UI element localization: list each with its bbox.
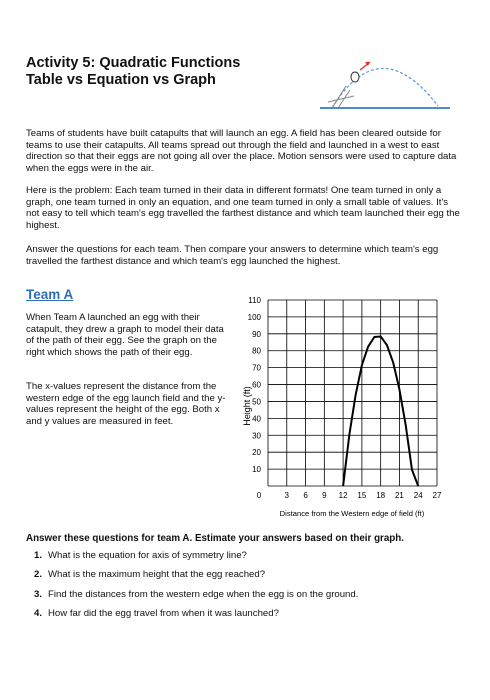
question-number: 3. [33, 588, 42, 600]
y-tick-label: 50 [252, 397, 261, 407]
question-2 [26, 569, 358, 588]
question-number: 1. [33, 550, 42, 561]
team-a-graph [232, 290, 462, 522]
x-tick-label: 12 [338, 491, 348, 500]
x-tick-label: 6 [303, 491, 308, 500]
question-text: What is the equation for axis of symmetry line? [48, 550, 247, 561]
x-axis-label: Distance from the Western edge of field (ft) [279, 509, 425, 518]
question-text: What is the maximum height that the egg reached? [48, 569, 266, 581]
question-text: How far did the egg travel from when it was launched? [48, 607, 279, 619]
question-number: 2. [33, 569, 42, 581]
intro-paragraph-3: Answer the questions for each team. Then compare your answers to determine which team's egg travelled the farthest distance and which team's egg launched the highest. [26, 244, 439, 267]
y-tick-label: 100 [247, 312, 261, 322]
x-tick-label: 18 [376, 491, 386, 500]
x-tick-label: 27 [432, 491, 442, 500]
y-tick-label: 40 [252, 414, 261, 424]
y-tick-label: 10 [252, 465, 261, 475]
team-a-heading: Team A [26, 287, 74, 302]
intro-paragraph-2: Here is the problem: Each team turned in their data in different formats! One team turned in only a graph, one team turned in only an equation, and one team turned in only a small table of values. It's not easy to tell which team's egg travelled the farthest distance and which team launched their egg the highest. [26, 185, 460, 231]
question-4 [26, 608, 358, 627]
x-tick-label: 24 [413, 491, 423, 500]
x-tick-label: 15 [357, 491, 367, 500]
x-tick-label: 3 [284, 491, 290, 500]
x-tick-label: 0 [256, 491, 262, 500]
question-number: 4. [33, 607, 42, 619]
y-tick-label: 30 [252, 431, 261, 441]
questions-heading: Answer these questions for team A. Estimate your answers based on their graph. [26, 533, 405, 544]
team-a-description: When Team A launched an egg with their catapult, they drew a graph to model their data of the path of their egg. See the graph on the right which shows the path of their egg. [26, 312, 224, 358]
y-axis-label: Height (ft) [242, 386, 252, 426]
x-tick-label: 21 [394, 491, 404, 500]
question-1 [26, 550, 358, 569]
question-3 [26, 589, 358, 608]
page-title [26, 55, 240, 89]
y-tick-label: 110 [248, 296, 261, 305]
x-tick-label: 9 [322, 491, 327, 500]
question-text: Find the distances from the western edge when the egg is on the ground. [48, 588, 359, 600]
catapult-illustration [318, 50, 452, 114]
team-a-axis-explanation: The x-values represent the distance from the western edge of the egg launch field and the y-values represent the height of the egg. Both x and y values are measured in feet. [26, 381, 226, 427]
title-line-2: Table vs Equation vs Graph [26, 72, 216, 88]
y-tick-label: 80 [252, 346, 261, 356]
questions-list [26, 550, 358, 627]
intro-paragraph-1: Teams of students have built catapults that will launch an egg. A field has been cleared outside for teams to use their catapults. All teams spread out through the field and launched in a west to east direction so that their eggs are not going all over the place. Motion sensors were used to capture data when the eggs were in the air. [26, 128, 457, 174]
y-tick-label: 70 [252, 363, 261, 373]
y-tick-label: 20 [252, 448, 261, 458]
y-tick-label: 60 [252, 380, 261, 390]
y-tick-label: 90 [252, 329, 261, 339]
title-line-1: Activity 5: Quadratic Functions [26, 55, 241, 71]
